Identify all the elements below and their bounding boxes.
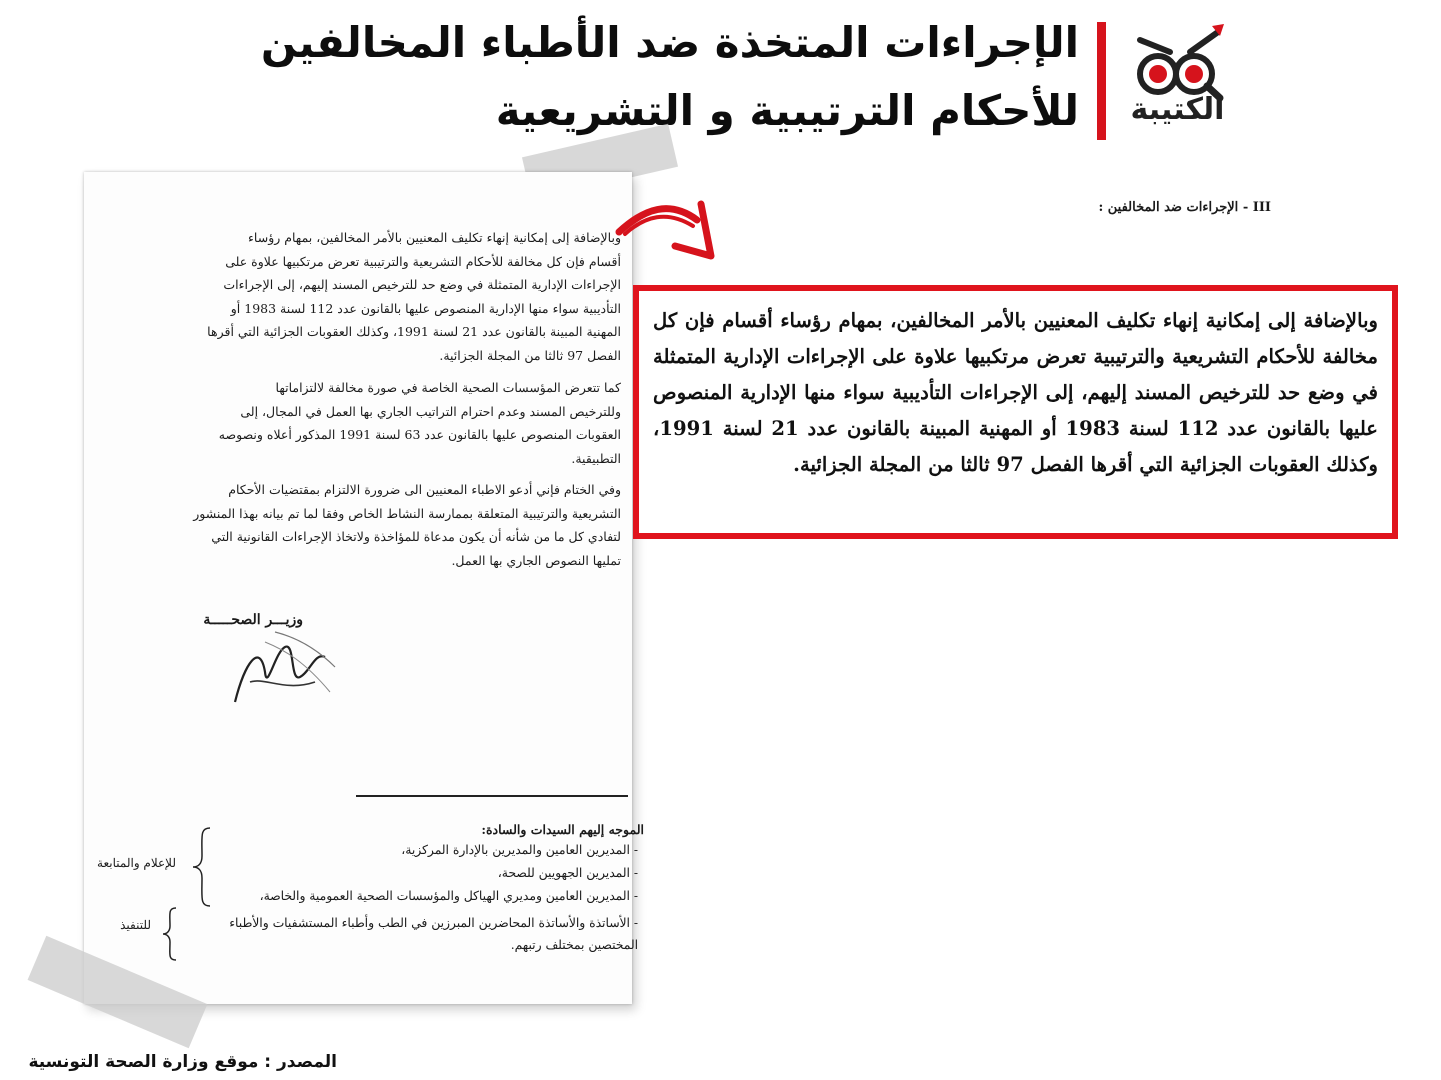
document-paragraph-2: كما تتعرض المؤسسات الصحية الخاصة في صورة مخالفة لالتزاماتها وللترخيص المسند وعدم احترام التراتيب الجاري بها العمل في المجال، إلى العقوبات المنصوص عليها بالقانون عدد 63 لسنة 1991 المذكور أعلاه ونصوصه التطبيقية.	[218, 380, 621, 466]
document-heading: III - الإجراءات ضد المخالفين :	[1098, 200, 1271, 215]
highlighted-excerpt-text: وبالإضافة إلى إمكانية إنهاء تكليف المعنيين بالأمر المخالفين، بمهام رؤساء أقسام فإن كل مخالفة للأحكام التشريعية والترتيبية تعرض مرتكبيها علاوة على الإجراءات الإدارية المتمثلة في وضع حد للترخيص المسند إليهم، إلى الإجراءات التأديبية سواء منها الإدارية المنصوص عليها بالقانون عدد 112 لسنة 1983 أو المهنية المبينة بالقانون عدد 21 لسنة 1991، وكذلك العقوبات الجزائية التي أقرها الفصل 97 ثالثا من المجلة الجزائية.	[653, 309, 1378, 476]
highlighted-excerpt-box	[633, 285, 1398, 539]
addressee-item: - الأساتذة والأساتذة المحاضرين المبرزين في الطب وأطباء المستشفيات والأطباء المختصين بمختلف رتبهم.	[229, 916, 638, 952]
brand-name: الكتيبة	[1130, 92, 1225, 127]
note-for-execution: للتنفيذ	[120, 918, 151, 932]
document-paragraph-3: وفي الختام فإني أدعو الاطباء المعنيين الى ضرورة الالتزام بمقتضيات الأحكام التشريعية والترتيبية المتعلقة بممارسة النشاط الخاص وفقا لما تم بيانه بهذا المنشور لتفادي كل ما من شأنه أن يكون مدعاة للمؤاخذة ولاتخاذ الإجراءات القانونية التي تمليها النصوص الجاري بها العمل.	[193, 482, 621, 568]
source-caption: المصدر : موقع وزارة الصحة التونسية	[28, 1052, 337, 1072]
document-paragraph-1: وبالإضافة إلى إمكانية إنهاء تكليف المعنيين بالأمر المخالفين، بمهام رؤساء أقسام فإن كل مخالفة للأحكام التشريعية والترتيبية تعرض مرتكبيها علاوة على الإجراءات الإدارية المتمثلة في وضع حد للترخيص المسند إليهم، إلى الإجراءات التأديبية سواء منها الإدارية المنصوص عليها بالقانون عدد 112 لسنة 1983 أو المهنية المبينة بالقانون عدد 21 لسنة 1991، وكذلك العقوبات الجزائية التي أقرها الفصل 97 ثالثا من المجلة الجزائية.	[207, 230, 621, 363]
addressee-item: - المديرين العامين ومديري الهياكل والمؤسسات الصحية العمومية والخاصة،	[259, 889, 638, 903]
addressee-item: - المديرين العامين والمديرين بالإدارة المركزية،	[401, 843, 638, 857]
addressees-heading: الموجه إليهم السيدات والسادة:	[481, 822, 644, 837]
pointer-arrow-icon	[615, 190, 720, 270]
signature-stamp	[205, 622, 345, 712]
separator-line	[356, 795, 628, 797]
page-title-line2: للأحكام الترتيبية و التشريعية	[495, 86, 1079, 135]
signature-title: وزيـــر الصحـــــة	[203, 612, 303, 628]
header-divider	[1097, 22, 1106, 140]
page-title-line1: الإجراءات المتخذة ضد الأطباء المخالفين	[260, 18, 1079, 67]
brace-icon	[190, 826, 212, 908]
addressee-item: - المديرين الجهويين للصحة،	[497, 866, 638, 880]
brace-icon	[160, 906, 178, 962]
note-for-information: للإعلام والمتابعة	[97, 856, 176, 870]
